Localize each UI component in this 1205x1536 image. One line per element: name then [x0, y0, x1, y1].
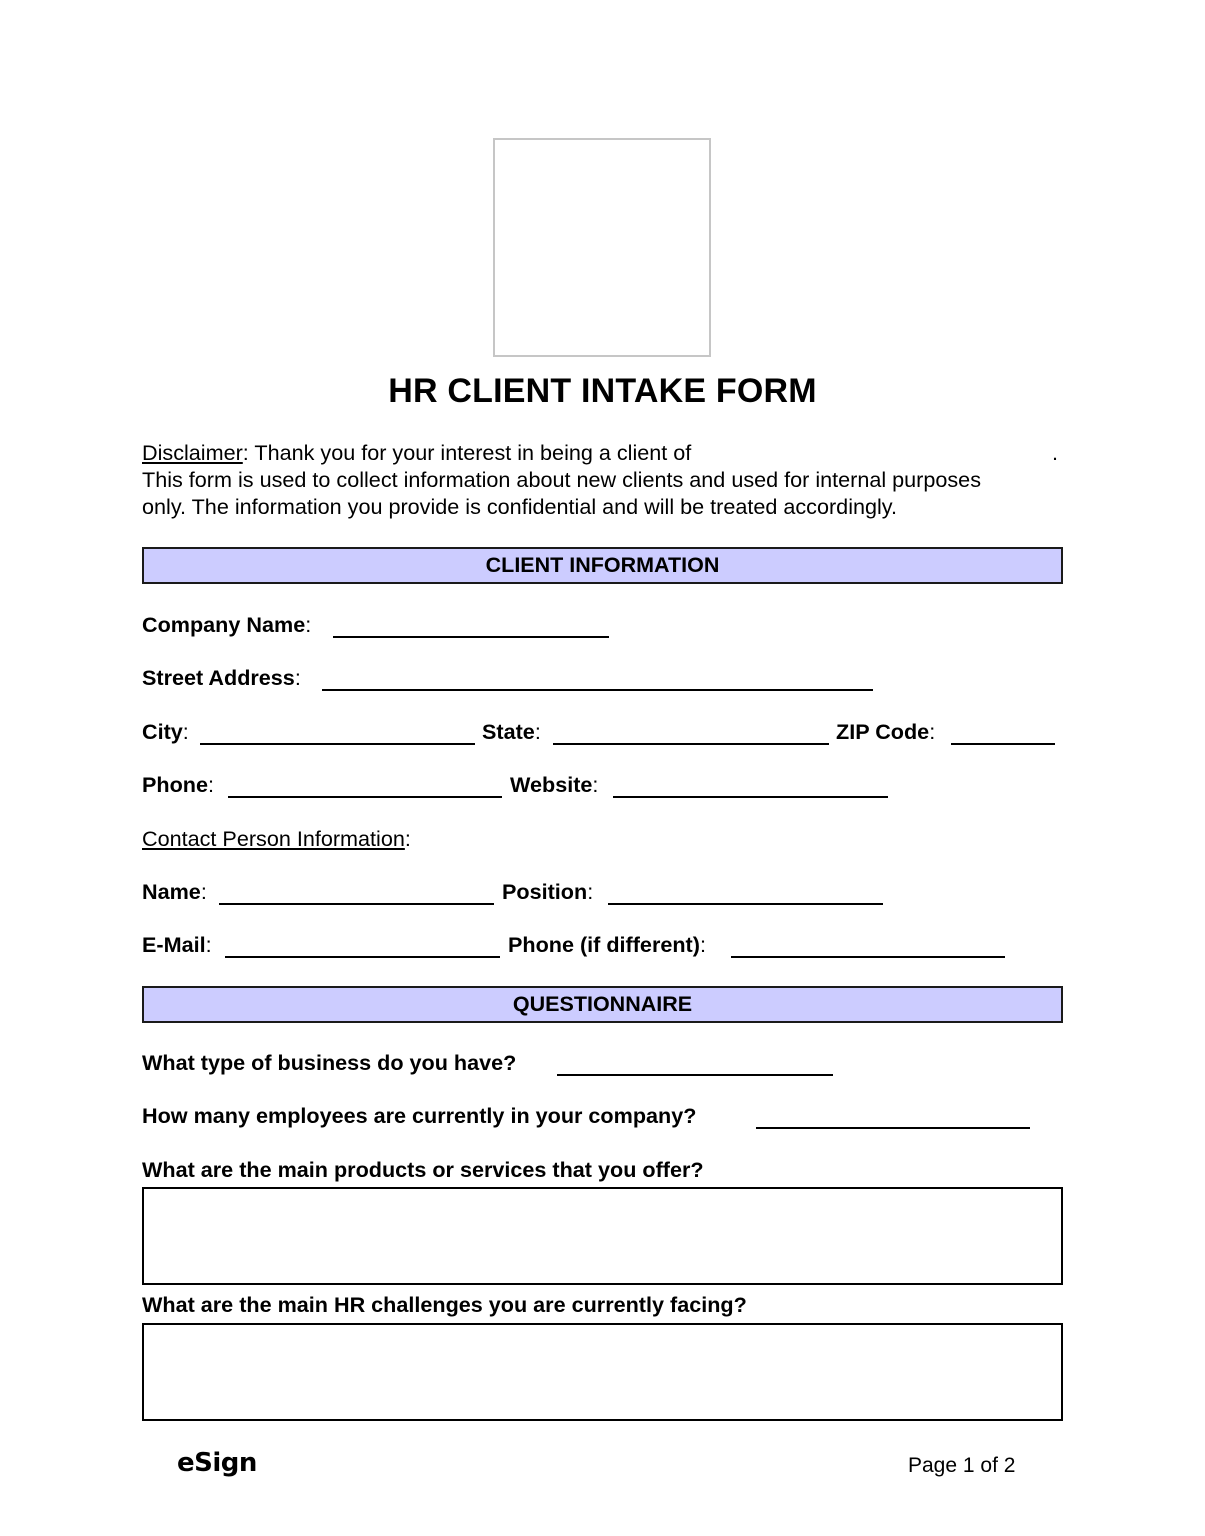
zip-code-label: ZIP Code: — [836, 719, 936, 744]
company-name-field[interactable] — [333, 636, 609, 638]
phone-alt-field[interactable] — [731, 956, 1005, 958]
business-type-field[interactable] — [557, 1074, 833, 1076]
question-2-text: How many employees are currently in your company? — [142, 1103, 697, 1128]
phone-field[interactable] — [228, 796, 502, 798]
contact-name-label: Name: — [142, 879, 207, 904]
position-field[interactable] — [608, 903, 883, 905]
question-1-text: What type of business do you have? — [142, 1050, 517, 1075]
contact-name-field[interactable] — [219, 903, 494, 905]
disclaimer-line-3: only. The information you provide is confidential and will be treated accordingly. — [142, 494, 897, 519]
position-label: Position: — [502, 879, 594, 904]
disclaimer-line-1 — [142, 439, 1072, 466]
row-name-position — [142, 879, 1072, 907]
website-label: Website: — [510, 772, 599, 797]
question-business-type — [142, 1050, 1072, 1078]
street-address-label: Street Address: — [142, 665, 301, 690]
question-4-text: What are the main HR challenges you are currently facing? — [142, 1292, 747, 1317]
disclaimer-colon: : — [242, 440, 255, 465]
website-field[interactable] — [613, 796, 888, 798]
disclaimer-period: . — [1052, 440, 1058, 465]
row-phone-website — [142, 772, 1072, 800]
section-header-client-information: CLIENT INFORMATION — [142, 547, 1063, 584]
city-field[interactable] — [200, 743, 475, 745]
email-field[interactable] — [225, 956, 500, 958]
disclaimer-line-2: This form is used to collect information about new clients and used for internal purposes — [142, 467, 981, 492]
row-city-state-zip — [142, 719, 1072, 747]
products-services-textarea[interactable] — [142, 1187, 1063, 1285]
city-label: City: — [142, 719, 189, 744]
question-3-text: What are the main products or services that you offer? — [142, 1157, 704, 1182]
phone-label: Phone: — [142, 772, 214, 797]
zip-code-field[interactable] — [951, 743, 1055, 745]
email-label: E-Mail: — [142, 932, 212, 957]
page-number: Page 1 of 2 — [908, 1454, 1016, 1477]
phone-alt-label: Phone (if different): — [508, 932, 706, 957]
employee-count-field[interactable] — [756, 1127, 1030, 1129]
question-employee-count — [142, 1103, 1072, 1131]
esign-logo: eSign — [177, 1448, 257, 1478]
disclaimer-text-1: Thank you for your interest in being a client of — [254, 440, 692, 465]
hr-challenges-textarea[interactable] — [142, 1323, 1063, 1421]
page-title: HR CLIENT INTAKE FORM — [388, 372, 817, 410]
section-header-questionnaire: QUESTIONNAIRE — [142, 986, 1063, 1023]
state-label: State: — [482, 719, 541, 744]
disclaimer — [142, 439, 1072, 520]
contact-person-heading: Contact Person Information: — [142, 826, 411, 851]
logo-placeholder[interactable] — [493, 138, 711, 357]
disclaimer-label: Disclaimer — [142, 440, 243, 465]
street-address-field[interactable] — [322, 689, 873, 691]
row-email-phone-alt — [142, 932, 1072, 960]
company-name-label: Company Name: — [142, 612, 312, 637]
state-field[interactable] — [553, 743, 829, 745]
